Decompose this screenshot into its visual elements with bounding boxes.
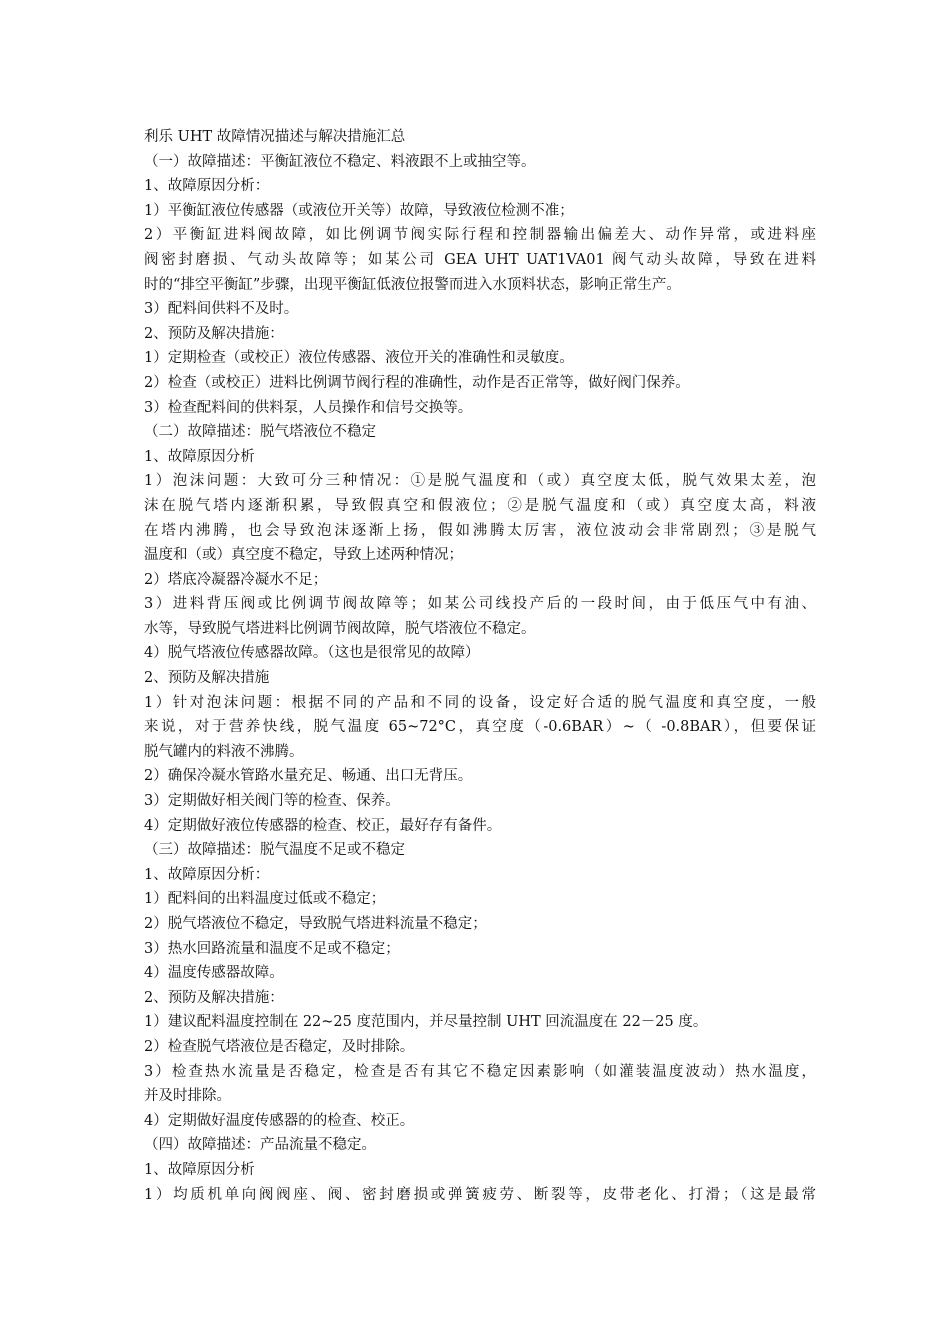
text-line: 2、预防及解决措施：	[144, 325, 284, 342]
text-line: 水等，导致脱气塔进料比例调节阀故障，脱气塔液位不稳定。	[144, 620, 536, 637]
text-line: 1）配料间的出料温度过低或不稳定；	[144, 891, 386, 908]
text-line: 1）均质机单向阀阀座、阀、密封磨损或弹簧疲劳、断裂等，皮带老化、打滑；（这是最常	[144, 1186, 816, 1203]
text-line: 1）定期检查（或校正）液位传感器、液位开关的准确性和灵敏度。	[144, 350, 574, 367]
text-line: 3）配料间供料不及时。	[144, 301, 299, 318]
text-line: 3）热水回路流量和温度不足或不稳定；	[144, 940, 400, 957]
text-line: 1）针对泡沫问题：根据不同的产品和不同的设备，设定好合适的脱气温度和真空度，一般	[144, 694, 816, 711]
text-line: 1）建议配料温度控制在 22~25 度范围内，并尽量控制 UHT 回流温度在 22－25 度。	[144, 1014, 708, 1031]
text-line: （二）故障描述：脱气塔液位不稳定	[144, 424, 376, 441]
text-line: 1、故障原因分析：	[144, 178, 270, 195]
text-line: 1、故障原因分析：	[144, 866, 270, 883]
text-line: 2）塔底冷凝器冷凝水不足；	[144, 571, 328, 588]
text-line: （三）故障描述：脱气温度不足或不稳定	[144, 842, 405, 859]
text-line: 1）平衡缸液位传感器（或液位开关等）故障，导致液位检测不准；	[144, 202, 574, 219]
text-line: 1、故障原因分析	[144, 1161, 255, 1178]
text-line: 2）确保冷凝水管路水量充足、畅通、出口无背压。	[144, 768, 473, 785]
text-line: 温度和（或）真空度不稳定，导致上述两种情况；	[144, 547, 463, 564]
text-line: 2、预防及解决措施：	[144, 989, 284, 1006]
text-line: 1、故障原因分析	[144, 448, 255, 465]
text-line: 2、预防及解决措施	[144, 670, 270, 687]
text-line: 3）进料背压阀或比例调节阀故障等；如某公司线投产后的一段时间，由于低压气中有油、	[144, 596, 816, 613]
text-line: 阀密封磨损、气动头故障等；如某公司 GEA UHT UAT1VA01 阀气动头故障，导致在进料	[144, 251, 816, 268]
text-line: 3）检查配料间的供料泵，人员操作和信号交换等。	[144, 399, 473, 416]
text-line: 脱气罐内的料液不沸腾。	[144, 743, 304, 760]
text-line: 3）检查热水流量是否稳定，检查是否有其它不稳定因素影响（如灌装温度波动）热水温度，	[144, 1063, 816, 1080]
text-line: 3）定期做好相关阀门等的检查、保养。	[144, 793, 400, 810]
text-line: 2）平衡缸进料阀故障，如比例调节阀实际行程和控制器输出偏差大、动作异常，或进料座	[144, 227, 816, 244]
text-line: 1）泡沫问题：大致可分三种情况：①是脱气温度和（或）真空度太低，脱气效果太差，泡	[144, 473, 816, 490]
text-line: （一）故障描述：平衡缸液位不稳定、料液跟不上或抽空等。	[144, 153, 536, 170]
text-line: 4）定期做好温度传感器的的检查、校正。	[144, 1112, 415, 1129]
text-line: 2）脱气塔液位不稳定，导致脱气塔进料流量不稳定；	[144, 916, 487, 932]
text-line: （四）故障描述：产品流量不稳定。	[144, 1137, 376, 1154]
text-line: 时的“排空平衡缸”步骤，出现平衡缸低液位报警而进入水顶料状态，影响正常生产。	[144, 276, 681, 293]
document-body	[144, 125, 816, 1207]
document-title: 利乐 UHT 故障情况描述与解决措施汇总	[144, 129, 406, 145]
text-line: 4）温度传感器故障。	[144, 965, 284, 982]
text-line: 4）定期做好液位传感器的检查、校正，最好存有备件。	[144, 817, 502, 834]
document-lines	[144, 150, 816, 1208]
text-line: 沫在脱气塔内逐渐积累，导致假真空和假液位；②是脱气温度和（或）真空度太高，料液	[144, 497, 816, 514]
text-line: 来说，对于营养快线，脱气温度 65~72°C，真空度（-0.6BAR）~（ -0.8BAR），但要保证	[144, 719, 816, 736]
text-line: 在塔内沸腾，也会导致泡沫逐渐上扬，假如沸腾太厉害，液位波动会非常剧烈；③是脱气	[144, 522, 816, 539]
text-line: 并及时排除。	[144, 1088, 231, 1105]
text-line: 4）脱气塔液位传感器故障。（这也是很常见的故障）	[144, 645, 480, 662]
text-line: 2）检查（或校正）进料比例调节阀行程的准确性，动作是否正常等，做好阀门保养。	[144, 374, 690, 391]
text-line: 2）检查脱气塔液位是否稳定，及时排除。	[144, 1038, 415, 1055]
